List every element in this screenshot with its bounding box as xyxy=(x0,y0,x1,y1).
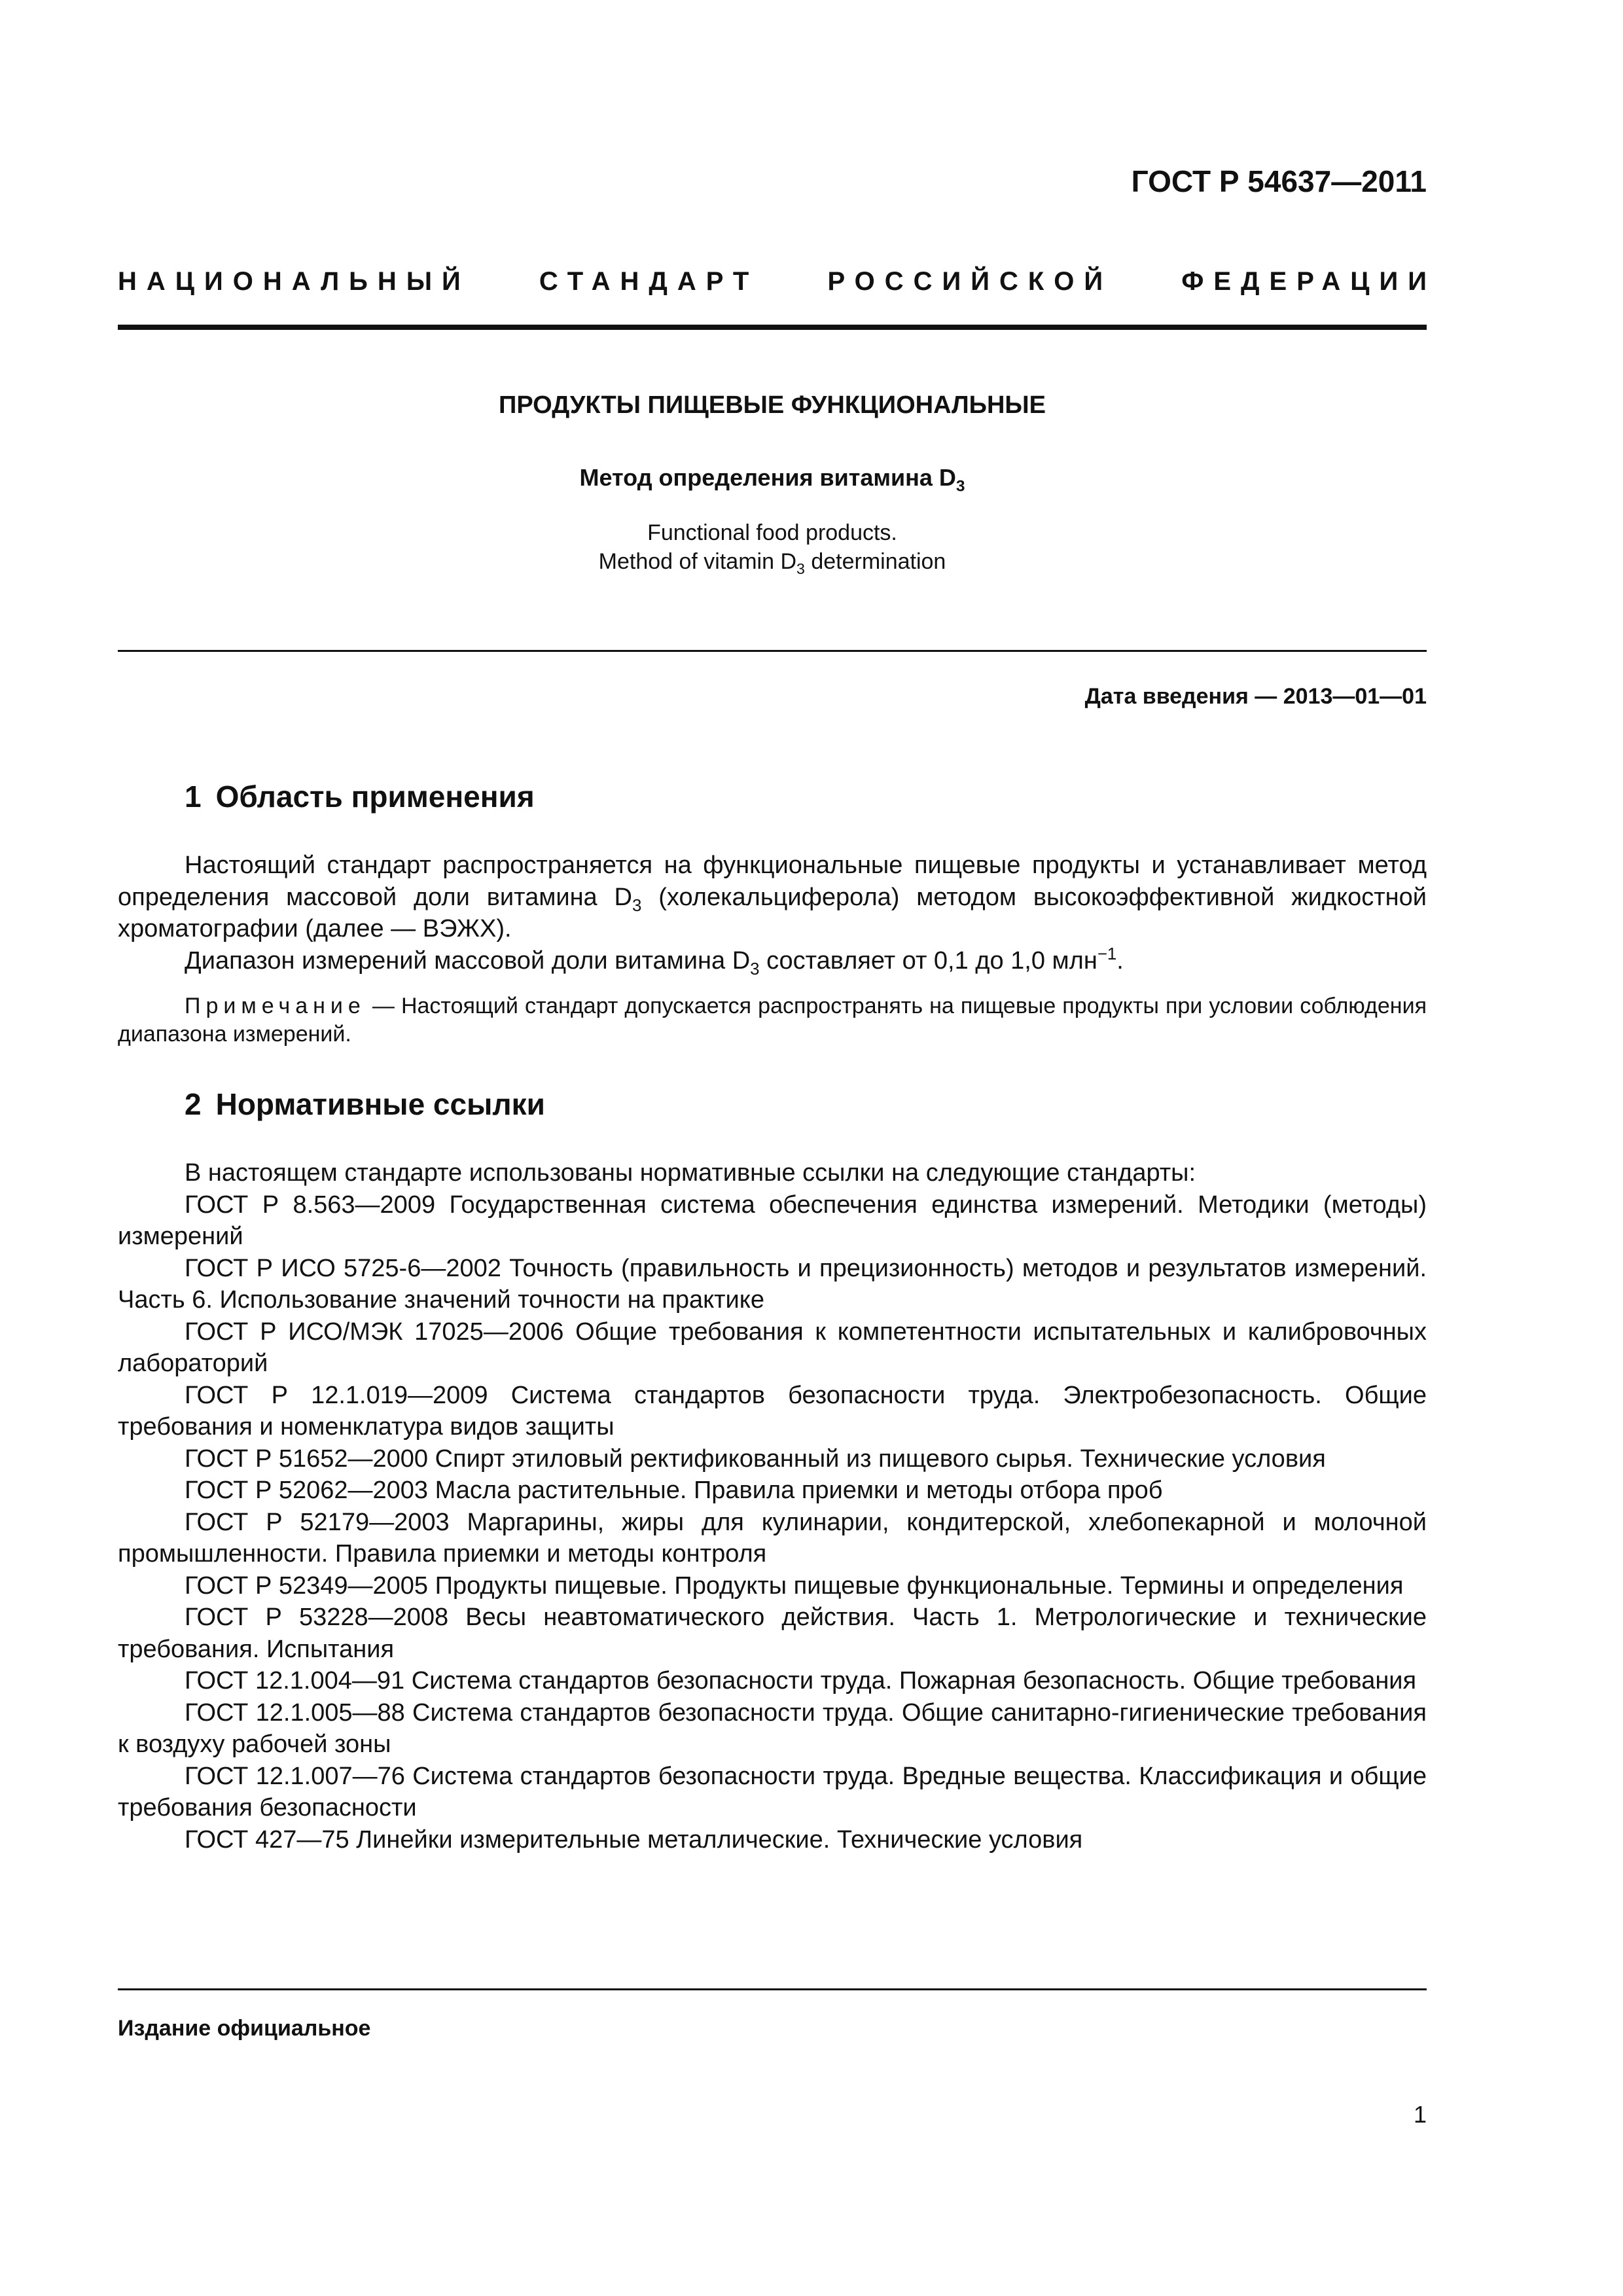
title-block xyxy=(118,390,1427,576)
reference-item: ГОСТ 427—75 Линейки измерительные металлические. Технические условия xyxy=(185,1825,1083,1854)
section-number: 1 xyxy=(185,780,202,814)
english-title-line2: Method of vitamin $D_3$ determination xyxy=(598,549,946,578)
section-title: Область применения xyxy=(215,780,535,814)
banner-word: СТАНДАРТ xyxy=(539,267,759,296)
reference-item: ГОСТ Р 52179—2003 Маргарины, жиры для кулинарии, кондитерской, хлебопекарной и молочной промышленности. Правила приемки и методы контроля xyxy=(118,1508,1427,1568)
references-intro: В настоящем стандарте использованы нормативные ссылки на следующие стандарты: xyxy=(185,1159,1196,1187)
document-subtitle: Метод определения витамина $D_3$ xyxy=(579,464,965,495)
reference-item: ГОСТ Р 12.1.019—2009 Система стандартов безопасности труда. Электробезопасность. Общие требования и номенклатура видов защиты xyxy=(118,1381,1427,1441)
reference-item: ГОСТ Р 8.563—2009 Государственная система обеспечения единства измерений. Методики (методы) измерений xyxy=(118,1191,1427,1250)
section-body xyxy=(118,850,1427,977)
section-heading xyxy=(185,1086,545,1122)
note-text: — Настоящий стандарт допускается распространять на пищевые продукты при условии соблюдения диапазона измерений. xyxy=(118,994,1427,1047)
title-divider xyxy=(118,650,1427,652)
reference-item: ГОСТ Р ИСО 5725-6—2002 Точность (правильность и прецизионность) методов и результатов измерений. Часть 6. Использование значений точности на практике xyxy=(118,1254,1427,1314)
introduction-date: Дата введения — 2013—01—01 xyxy=(1084,684,1427,709)
paragraph: Настоящий стандарт распространяется на функциональные пищевые продукты и устанавливает метод определения массовой доли витамина $D_3$ (холекальциферола) методом высокоэффективной жидкостной хроматографии (далее — ВЭЖХ). xyxy=(118,852,1427,942)
document-title: ПРОДУКТЫ ПИЩЕВЫЕ ФУНКЦИОНАЛЬНЫЕ xyxy=(499,391,1046,419)
banner-word: НАЦИОНАЛЬНЫЙ xyxy=(118,267,471,296)
paragraph: Диапазон измерений массовой доли витамина $D_3$ составляет от 0,1 до 1,0 млн$^{-1}$. xyxy=(185,944,1124,978)
reference-item: ГОСТ Р 51652—2000 Спирт этиловый ректификованный из пищевого сырья. Технические условия xyxy=(185,1444,1326,1473)
section-heading xyxy=(185,779,535,814)
references-list xyxy=(118,1157,1427,1856)
reference-item: ГОСТ Р ИСО/МЭК 17025—2006 Общие требования к компетентности испытательных и калибровочных лабораторий xyxy=(118,1318,1427,1377)
reference-item: ГОСТ Р 53228—2008 Весы неавтоматического действия. Часть 1. Метрологические и технические требования. Испытания xyxy=(118,1604,1427,1663)
header-divider xyxy=(118,325,1427,330)
note xyxy=(118,992,1427,1049)
reference-item: ГОСТ 12.1.005—88 Система стандартов безопасности труда. Общие санитарно-гигиенические требования к воздуху рабочей зоны xyxy=(118,1698,1427,1758)
national-standard-banner xyxy=(118,267,1436,296)
reference-item: ГОСТ 12.1.004—91 Система стандартов безопасности труда. Пожарная безопасность. Общие требования xyxy=(185,1667,1417,1695)
reference-item: ГОСТ Р 52062—2003 Масла растительные. Правила приемки и методы отбора проб xyxy=(185,1477,1163,1504)
banner-word: РОССИЙСКОЙ xyxy=(827,267,1113,296)
banner-word: ФЕДЕРАЦИИ xyxy=(1181,267,1436,296)
footer-divider xyxy=(118,1988,1427,1990)
reference-item: ГОСТ 12.1.007—76 Система стандартов безопасности труда. Вредные вещества. Классификация и общие требования безопасности xyxy=(118,1762,1427,1821)
reference-item: ГОСТ Р 52349—2005 Продукты пищевые. Продукты пищевые функциональные. Термины и определения xyxy=(185,1571,1404,1600)
english-title-line1: Functional food products. xyxy=(647,520,897,545)
note-label: Примечание xyxy=(185,994,366,1018)
official-edition-label: Издание официальное xyxy=(118,2016,371,2041)
section-number: 2 xyxy=(185,1087,202,1121)
page-number: 1 xyxy=(1413,2101,1427,2128)
document-id: ГОСТ Р 54637—2011 xyxy=(1131,164,1427,198)
section-title: Нормативные ссылки xyxy=(215,1087,545,1121)
